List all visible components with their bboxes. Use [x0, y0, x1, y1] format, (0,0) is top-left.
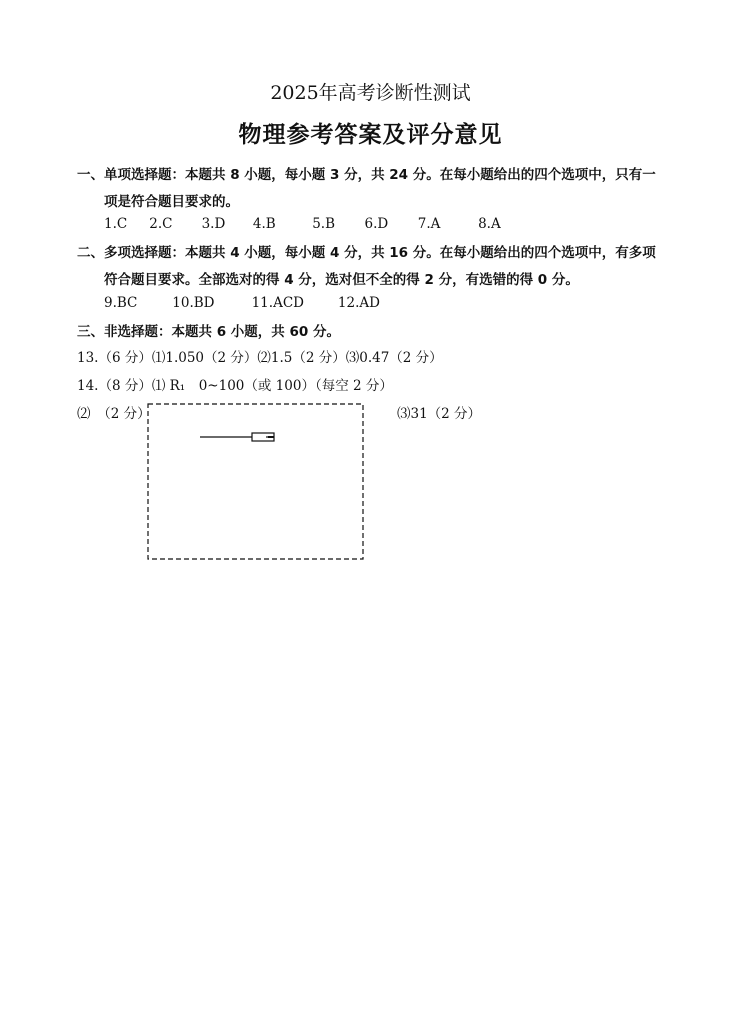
q14-answer-part2: ⑵ （2 分） [77, 406, 151, 422]
part2-heading-line1: 二、多项选择题：本题共 4 小题，每小题 4 分，共 16 分。在每小题给出的四个选项中，有多项 [77, 245, 656, 261]
answer-item: 7.A [417, 216, 441, 232]
answer-item: 4.B [252, 216, 276, 232]
part1-heading-line1: 一、单项选择题：本题共 8 小题，每小题 3 分，共 24 分。在每小题给出的四个选项中，只有一 [77, 167, 656, 183]
answer-item: 8.A [478, 216, 501, 232]
answer-item: 12.AD [337, 295, 380, 311]
answer-item: 11.ACD [251, 295, 304, 311]
answer-item: 3.D [201, 216, 226, 232]
q14-answer-part1: 14.（8 分）⑴ R₁ 0~100（或 100）（每空 2 分） [77, 378, 393, 394]
figure-frame [148, 404, 363, 559]
q13-answer: 13.（6 分）⑴1.050（2 分）⑵1.5（2 分）⑶0.47（2 分） [77, 350, 443, 366]
answer-key-title: 物理参考答案及评分意见 [238, 121, 503, 148]
answer-item: 2.C [149, 216, 173, 232]
q14-answer-part3: ⑶31（2 分） [397, 406, 482, 422]
answer-item: 6.D [364, 216, 389, 232]
exam-title: 2025年高考诊断性测试 [270, 82, 471, 104]
answer-item: 1.C [104, 216, 128, 232]
part1-heading-line2: 项是符合题目要求的。 [104, 194, 239, 210]
answer-item: 9.BC [104, 295, 138, 311]
answer-item: 5.B [312, 216, 335, 232]
answer-item: 10.BD [172, 295, 215, 311]
part2-heading-line2: 符合题目要求。全部选对的得 4 分，选对但不全的得 2 分，有选错的得 0 分。 [104, 272, 579, 288]
part3-heading: 三、非选择题：本题共 6 小题，共 60 分。 [77, 324, 340, 340]
